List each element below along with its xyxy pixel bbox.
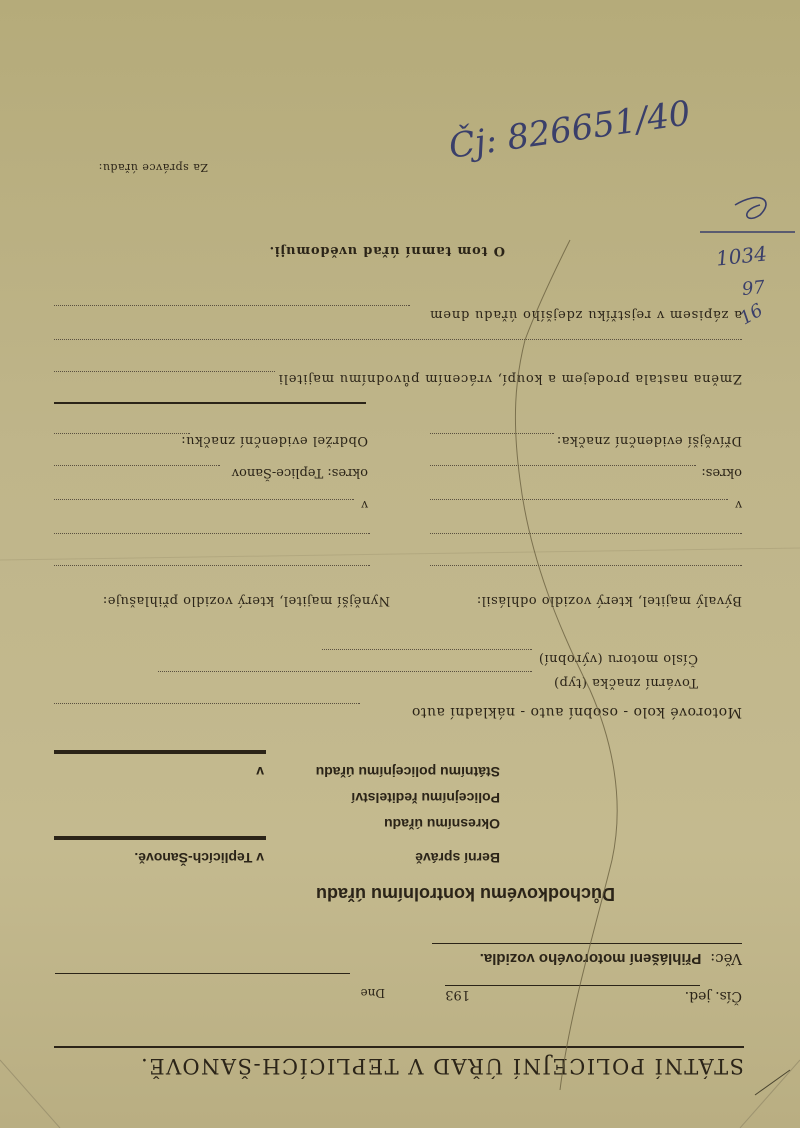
vehicle-type: Motorové kolo - osobní auto - nákladní auto [411,704,742,720]
admin-text: Za správce úřadu: [98,161,208,174]
year-prefix: 193 [445,987,470,1002]
engine-label: Číslo motoru (výrobní) [538,651,698,666]
new-v-label: v [361,498,368,512]
handwritten-mark-16: 16 [736,299,767,330]
notify-text: O tom tamní úřad uvědomuji. [268,243,505,258]
brand-label: Tovární značka (typ) [553,675,698,690]
new-district-label: okres: Teplice-Šanov [231,465,368,480]
handwritten-mark-97: 97 [740,276,766,301]
addressee-policejni-reditelstvi: Policejnímu ředitelství [351,790,500,806]
addressee-suffix-v: v [256,764,264,780]
addressee-place: v Teplicích-Šanově. [134,850,264,866]
addressee-duchodkovy: Důchodkovému kontrolnímu úřadu [315,884,615,904]
date-label: Dne [360,986,385,1000]
new-owner-label: Nynější majitel, který vozidlo přihlašuje: [102,593,390,608]
cis-jed-label: Čís. jed. [684,988,742,1004]
subject-label: Věc: [710,950,742,968]
subject-text: Přihlášení motorového vozidla. [479,950,702,967]
handwritten-mark-1034: 1034 [714,241,769,271]
addressee-statni-policejni-urad: Státnímu policejnímu úřadu [315,764,500,780]
handwritten-reference-number: Čj: 826651/40 [446,93,693,167]
registry-text: a zápisem v rejstříku zdejšího úřadu dnem [429,307,742,322]
addressee-okresni-urad: Okresnímu úřadu [384,816,500,832]
former-district-label: okres: [701,465,742,480]
former-v-label: v [735,498,742,512]
office-title: STÁTNÍ POLICEJNÍ ÚŘAD V TEPLICÍCH-ŠANOVĚ. [139,1054,744,1078]
new-plate-label: Obdržel evidenční značku: [180,433,368,448]
change-text: Změna nastala prodejem a koupí, vrácením původnímu majiteli [278,371,742,386]
former-owner-label: Bývalý majitel, který vozidlo odhlásil: [476,593,742,608]
addressee-berni-sprava: Berní správě [415,850,500,866]
prev-plate-label: Dřívější evidenční značka: [556,433,742,448]
